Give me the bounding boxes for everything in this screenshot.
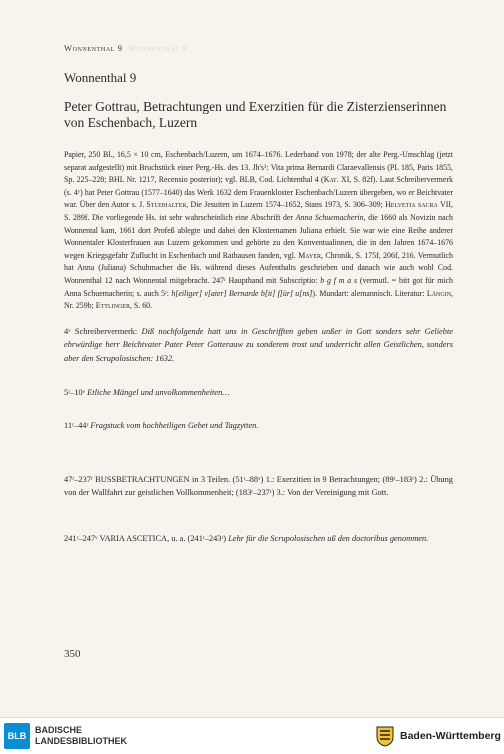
desc-text: VII, S. 289f. Die vorliegende Hs. ist sehr wahrscheinlich eine Abschrift der (64, 200, 453, 222)
entry-ref: 4ᵛ Schreibervermerk: (64, 327, 142, 336)
desc-subscriptio: b g f m a s (320, 275, 358, 285)
desc-text: (vermutl. = bitt got für mich Anna Schuemacherin; s. auch 5ʳ: (64, 275, 453, 298)
desc-text: Papier, 250 Bl., 16,5 × 10 cm, Eschenbach/Luzern, um 1674–1676. Lederband von 1978; der alte Perg.-Umschlag (jetzt separat aufgestellt) mit Bruchstück einer Perg.-Hs. des 13. Jh's¹: Vita prima Bernardi Claraevallensis (PL 185, Paris 1855, Sp. 225–228; BHL Nr. 1217, Recensio posterior); vgl. BLB, Cod. Lichtenthal 4 ( (64, 150, 453, 185)
entry-bussbetrachtungen: 47ʳ–237ʳ BUSSBETRACHTUNGEN in 3 Teilen. (51ʳ–88ᵛ) 1.: Exerzitien in 9 Betrachtungen; (89ʳ–183ʳ) 2.: Übung von der Wallfahrt zur geistlichen Vollkommenheit; (183ʳ–237ʳ) 3.: Von der Vereinigung mit Gott. (64, 475, 453, 498)
entry-ref: 5ʳ–10ᵛ (64, 388, 88, 397)
desc-kat: Kat. (323, 175, 339, 185)
blb-logo[interactable]: BLB (4, 723, 30, 749)
desc-text: , die 1660 als Novizin nach Wonnental kam, 1661 dort Profeß ablegte und dabei den Klosternamen Juliana erhielt. Sie war wie eine Reihe anderer Wonnentaler Klosterfrauen aus Luzern gekommen und gehörte zu den Konventualinnen, die in den Jahren 1674–1676 wegen Kriegsgefahr Zuflucht in Eschenbach und Rathausen fanden, vgl. (64, 212, 454, 260)
entry-fragstuck (64, 420, 453, 433)
desc-mayer: Mayer (298, 250, 322, 260)
entry-text: Etliche Mängel und unvolkommenheiten… (87, 388, 230, 397)
running-head (64, 43, 187, 53)
footer-bar (0, 717, 504, 754)
entry-maengel (64, 387, 453, 400)
desc-text: , Nr. 259b; (64, 288, 454, 311)
desc-helvetia: Helvetia sacra (385, 200, 438, 210)
blb-name[interactable] (35, 725, 127, 747)
lion-crest-icon (375, 725, 395, 747)
desc-text: XI, S. 82f). Laut Schreibervermerk (s. 4ᵛ) hat Peter Gottrau (1577–1640) das Werk 1632 dem Frauenkloster Eschenbach/Luzern übergeben, wo er Beichtvater war. Über den Autor s. (64, 175, 453, 210)
work-title: Peter Gottrau, Betrachtungen und Exerzitien für die Zisterzienserinnen von Eschenbach, Luzern (64, 99, 447, 130)
desc-anna: Anna Schuemacherin (295, 212, 364, 222)
entry-ref: 241ʳ–247ᵛ VARIA ASCETICA, u. a. (241ʳ–243ʳ) (64, 534, 229, 543)
entry-text: Lehr für die Scrupolosischen uß den doctoribus genommen. (228, 534, 429, 543)
entry-schreibervermerk (64, 325, 453, 365)
entry-text: Fragstuck vom hochheiligen Gebet und Tagzytten. (90, 421, 259, 430)
blb-name-line2: LANDESBIBLIOTHEK (35, 736, 127, 746)
entry-ref: 11ʳ–44ʳ (64, 421, 91, 430)
entry-text: Diß nochfolgende hatt uns in Geschrifften geben unßer in Gott sonders sehr Geliebte ehrwürdige herr Beichtvater Pater Peter Gotterauw zu sonderem trost und underricht allen Geistlichen, sonders aber den Scrupolosischen: 1632. (64, 327, 454, 363)
desc-text: , Die Jesuiten in Luzern 1574–1652, Stans 1973, S. 306–309; (186, 200, 386, 210)
entry-varia-ascetica (64, 532, 453, 545)
desc-ettlinger: Ettlinger (95, 301, 130, 311)
section-title: Wonnenthal 9 (64, 70, 137, 85)
running-head-label: Wonnenthal 9 (64, 43, 123, 53)
bw-name[interactable]: Baden-Württemberg (400, 730, 501, 742)
blb-name-line1: BADISCHE (35, 725, 83, 735)
desc-text: , S. 60. (129, 301, 153, 311)
desc-text: , Chronik, S. 175f, 206f, 216. Vermutlich hat Anna (Juliana) Schuhmacher die Hs. während dieses Aufenthalts geschrieben und danach wie auch wohl Cod. Wonnenthal 12 nach Wonnental mitgebracht. 247ʳ Haupthand mit Subscriptio: (64, 250, 453, 285)
page-number: 350 (64, 648, 81, 660)
desc-text: ). Mundart: alemannisch. Literatur: (312, 288, 427, 298)
desc-bernarde: h[eiliger] v[ater] Bernarde b[it] f[ür] u[ns] (171, 288, 313, 298)
desc-langin: Längin (426, 288, 452, 298)
running-head-ghost: Wonnenthal 9 (128, 43, 188, 53)
desc-author-studhalter: J. Studhalter (139, 200, 187, 210)
description-paragraph (64, 149, 453, 313)
